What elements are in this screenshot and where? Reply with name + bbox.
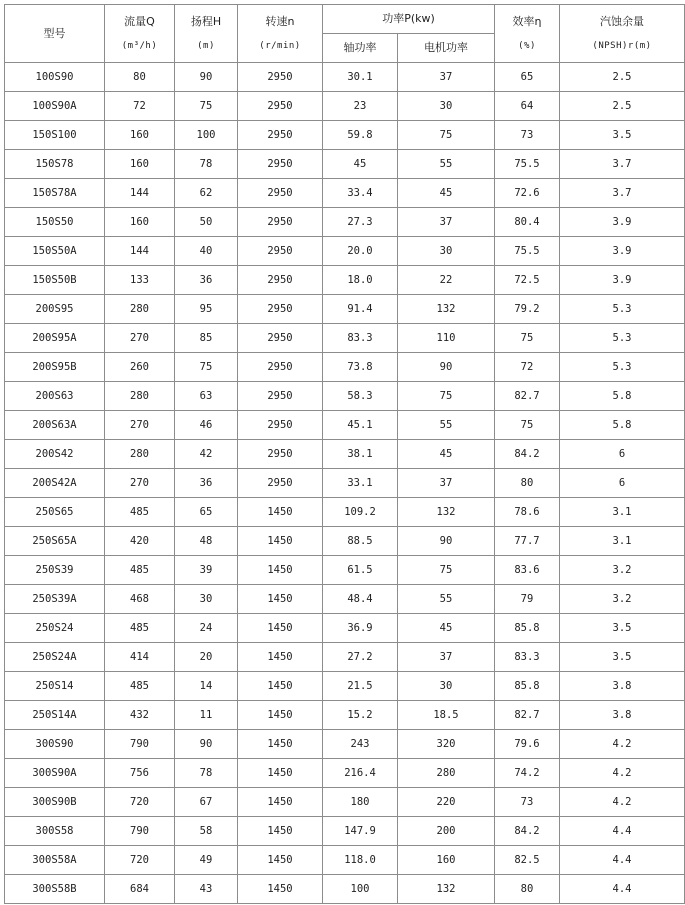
cell-flow: 280 (105, 295, 175, 324)
cell-flow: 720 (105, 788, 175, 817)
cell-efficiency: 82.7 (495, 701, 560, 730)
cell-flow: 160 (105, 121, 175, 150)
cell-head: 62 (175, 179, 238, 208)
cell-efficiency: 80.4 (495, 208, 560, 237)
cell-head: 40 (175, 237, 238, 266)
cell-npsh: 5.8 (560, 411, 685, 440)
cell-efficiency: 84.2 (495, 817, 560, 846)
cell-shaft-power: 20.0 (323, 237, 398, 266)
table-row (5, 556, 685, 585)
cell-head: 36 (175, 469, 238, 498)
cell-speed: 1450 (238, 730, 323, 759)
cell-flow: 414 (105, 643, 175, 672)
cell-model: 250S39A (5, 585, 105, 614)
cell-model: 250S65A (5, 527, 105, 556)
cell-shaft-power: 18.0 (323, 266, 398, 295)
cell-shaft-power: 88.5 (323, 527, 398, 556)
cell-speed: 2950 (238, 121, 323, 150)
cell-head: 39 (175, 556, 238, 585)
cell-shaft-power: 216.4 (323, 759, 398, 788)
cell-shaft-power: 91.4 (323, 295, 398, 324)
header-flow: 流量Q (m³/h) (105, 5, 175, 63)
cell-speed: 1450 (238, 788, 323, 817)
cell-npsh: 4.4 (560, 817, 685, 846)
cell-efficiency: 82.5 (495, 846, 560, 875)
cell-flow: 790 (105, 817, 175, 846)
table-row (5, 469, 685, 498)
cell-head: 63 (175, 382, 238, 411)
cell-efficiency: 80 (495, 875, 560, 904)
cell-efficiency: 75 (495, 324, 560, 353)
cell-shaft-power: 58.3 (323, 382, 398, 411)
cell-head: 11 (175, 701, 238, 730)
cell-motor-power: 22 (398, 266, 495, 295)
cell-head: 43 (175, 875, 238, 904)
cell-speed: 2950 (238, 324, 323, 353)
table-row (5, 179, 685, 208)
cell-head: 65 (175, 498, 238, 527)
table-row (5, 382, 685, 411)
cell-flow: 756 (105, 759, 175, 788)
cell-head: 75 (175, 353, 238, 382)
cell-head: 67 (175, 788, 238, 817)
cell-motor-power: 37 (398, 643, 495, 672)
cell-model: 100S90 (5, 63, 105, 92)
cell-flow: 80 (105, 63, 175, 92)
cell-flow: 160 (105, 208, 175, 237)
cell-efficiency: 75.5 (495, 237, 560, 266)
cell-head: 50 (175, 208, 238, 237)
cell-model: 200S42A (5, 469, 105, 498)
cell-npsh: 4.2 (560, 788, 685, 817)
cell-shaft-power: 38.1 (323, 440, 398, 469)
cell-npsh: 3.9 (560, 208, 685, 237)
cell-shaft-power: 48.4 (323, 585, 398, 614)
cell-motor-power: 55 (398, 411, 495, 440)
table-row (5, 121, 685, 150)
cell-npsh: 3.8 (560, 672, 685, 701)
table-row (5, 63, 685, 92)
cell-model: 300S90B (5, 788, 105, 817)
cell-flow: 160 (105, 150, 175, 179)
cell-motor-power: 30 (398, 672, 495, 701)
cell-motor-power: 55 (398, 585, 495, 614)
cell-speed: 1450 (238, 701, 323, 730)
cell-motor-power: 90 (398, 527, 495, 556)
cell-efficiency: 77.7 (495, 527, 560, 556)
cell-head: 78 (175, 150, 238, 179)
cell-model: 200S42 (5, 440, 105, 469)
header-speed-unit: (r/min) (259, 40, 301, 51)
cell-motor-power: 55 (398, 150, 495, 179)
cell-efficiency: 73 (495, 121, 560, 150)
cell-model: 200S95 (5, 295, 105, 324)
cell-model: 200S63 (5, 382, 105, 411)
cell-model: 150S50B (5, 266, 105, 295)
header-flow-unit: (m³/h) (121, 40, 158, 51)
cell-shaft-power: 33.1 (323, 469, 398, 498)
cell-motor-power: 220 (398, 788, 495, 817)
cell-efficiency: 73 (495, 788, 560, 817)
cell-npsh: 3.9 (560, 237, 685, 266)
table-row (5, 150, 685, 179)
cell-shaft-power: 109.2 (323, 498, 398, 527)
cell-npsh: 2.5 (560, 63, 685, 92)
cell-head: 85 (175, 324, 238, 353)
pump-spec-sheet (4, 4, 685, 904)
cell-npsh: 3.8 (560, 701, 685, 730)
cell-model: 300S90A (5, 759, 105, 788)
cell-speed: 2950 (238, 92, 323, 121)
cell-npsh: 3.5 (560, 121, 685, 150)
cell-motor-power: 30 (398, 92, 495, 121)
header-speed: 转速n (r/min) (238, 5, 323, 63)
cell-efficiency: 78.6 (495, 498, 560, 527)
cell-npsh: 2.5 (560, 92, 685, 121)
cell-shaft-power: 27.3 (323, 208, 398, 237)
table-row (5, 295, 685, 324)
cell-head: 24 (175, 614, 238, 643)
cell-speed: 1450 (238, 672, 323, 701)
cell-shaft-power: 45.1 (323, 411, 398, 440)
cell-head: 75 (175, 92, 238, 121)
cell-model: 300S58 (5, 817, 105, 846)
cell-speed: 1450 (238, 585, 323, 614)
cell-npsh: 3.9 (560, 266, 685, 295)
cell-model: 150S78A (5, 179, 105, 208)
cell-motor-power: 45 (398, 440, 495, 469)
cell-npsh: 6 (560, 469, 685, 498)
cell-flow: 270 (105, 411, 175, 440)
cell-flow: 133 (105, 266, 175, 295)
cell-efficiency: 79.2 (495, 295, 560, 324)
cell-efficiency: 79 (495, 585, 560, 614)
cell-npsh: 6 (560, 440, 685, 469)
header-efficiency-unit: (%) (518, 40, 536, 51)
cell-shaft-power: 243 (323, 730, 398, 759)
cell-head: 95 (175, 295, 238, 324)
cell-npsh: 4.2 (560, 730, 685, 759)
cell-speed: 2950 (238, 382, 323, 411)
cell-model: 200S63A (5, 411, 105, 440)
cell-efficiency: 72.5 (495, 266, 560, 295)
cell-flow: 720 (105, 846, 175, 875)
cell-speed: 2950 (238, 237, 323, 266)
cell-model: 250S24A (5, 643, 105, 672)
cell-head: 58 (175, 817, 238, 846)
cell-efficiency: 82.7 (495, 382, 560, 411)
cell-motor-power: 75 (398, 121, 495, 150)
cell-flow: 144 (105, 179, 175, 208)
cell-flow: 684 (105, 875, 175, 904)
cell-shaft-power: 83.3 (323, 324, 398, 353)
cell-speed: 1450 (238, 875, 323, 904)
cell-motor-power: 160 (398, 846, 495, 875)
cell-motor-power: 37 (398, 469, 495, 498)
cell-shaft-power: 180 (323, 788, 398, 817)
cell-efficiency: 65 (495, 63, 560, 92)
cell-shaft-power: 147.9 (323, 817, 398, 846)
cell-efficiency: 75 (495, 411, 560, 440)
cell-efficiency: 85.8 (495, 614, 560, 643)
cell-model: 150S100 (5, 121, 105, 150)
table-row (5, 411, 685, 440)
cell-efficiency: 84.2 (495, 440, 560, 469)
cell-speed: 2950 (238, 208, 323, 237)
cell-motor-power: 75 (398, 556, 495, 585)
cell-efficiency: 75.5 (495, 150, 560, 179)
cell-model: 300S90 (5, 730, 105, 759)
cell-model: 200S95B (5, 353, 105, 382)
cell-flow: 485 (105, 556, 175, 585)
table-row (5, 585, 685, 614)
cell-shaft-power: 36.9 (323, 614, 398, 643)
table-row (5, 875, 685, 904)
table-row (5, 788, 685, 817)
table-row (5, 237, 685, 266)
cell-model: 300S58B (5, 875, 105, 904)
cell-npsh: 5.8 (560, 382, 685, 411)
header-efficiency: 效率η (%) (495, 5, 560, 63)
cell-efficiency: 72 (495, 353, 560, 382)
cell-model: 300S58A (5, 846, 105, 875)
table-row (5, 846, 685, 875)
cell-flow: 270 (105, 324, 175, 353)
table-row (5, 701, 685, 730)
cell-flow: 280 (105, 382, 175, 411)
cell-npsh: 3.5 (560, 614, 685, 643)
cell-speed: 1450 (238, 556, 323, 585)
table-row (5, 353, 685, 382)
cell-npsh: 3.5 (560, 643, 685, 672)
cell-shaft-power: 30.1 (323, 63, 398, 92)
cell-speed: 1450 (238, 846, 323, 875)
cell-speed: 1450 (238, 817, 323, 846)
cell-speed: 1450 (238, 643, 323, 672)
table-body (5, 63, 685, 904)
cell-speed: 1450 (238, 498, 323, 527)
table-row (5, 672, 685, 701)
cell-motor-power: 320 (398, 730, 495, 759)
table-row (5, 208, 685, 237)
header-npsh-unit: (NPSH)r(m) (592, 40, 652, 51)
header-shaft-power: 轴功率 (323, 34, 398, 63)
cell-flow: 270 (105, 469, 175, 498)
cell-speed: 1450 (238, 614, 323, 643)
cell-motor-power: 75 (398, 382, 495, 411)
cell-shaft-power: 59.8 (323, 121, 398, 150)
cell-npsh: 3.7 (560, 179, 685, 208)
cell-flow: 144 (105, 237, 175, 266)
table-row (5, 527, 685, 556)
cell-efficiency: 85.8 (495, 672, 560, 701)
table-row (5, 730, 685, 759)
cell-shaft-power: 118.0 (323, 846, 398, 875)
cell-model: 100S90A (5, 92, 105, 121)
cell-flow: 468 (105, 585, 175, 614)
cell-model: 150S78 (5, 150, 105, 179)
cell-npsh: 3.2 (560, 585, 685, 614)
cell-flow: 790 (105, 730, 175, 759)
cell-head: 100 (175, 121, 238, 150)
cell-motor-power: 90 (398, 353, 495, 382)
header-power: 功率P(kw) (323, 5, 495, 34)
pump-spec-table (4, 4, 685, 904)
cell-head: 90 (175, 730, 238, 759)
cell-motor-power: 37 (398, 208, 495, 237)
cell-shaft-power: 73.8 (323, 353, 398, 382)
cell-head: 20 (175, 643, 238, 672)
cell-head: 36 (175, 266, 238, 295)
cell-flow: 485 (105, 672, 175, 701)
table-row (5, 643, 685, 672)
cell-motor-power: 45 (398, 179, 495, 208)
cell-flow: 280 (105, 440, 175, 469)
cell-motor-power: 30 (398, 237, 495, 266)
cell-flow: 420 (105, 527, 175, 556)
cell-npsh: 3.1 (560, 527, 685, 556)
cell-npsh: 5.3 (560, 353, 685, 382)
header-head: 扬程H (m) (175, 5, 238, 63)
table-row (5, 817, 685, 846)
cell-model: 150S50A (5, 237, 105, 266)
header-model: 型号 (5, 5, 105, 63)
cell-head: 42 (175, 440, 238, 469)
cell-shaft-power: 15.2 (323, 701, 398, 730)
cell-flow: 485 (105, 614, 175, 643)
table-row (5, 498, 685, 527)
header-head-unit: (m) (197, 40, 215, 51)
header-npsh: 汽蚀余量 (NPSH)r(m) (560, 5, 685, 63)
cell-npsh: 3.2 (560, 556, 685, 585)
cell-efficiency: 83.6 (495, 556, 560, 585)
cell-model: 200S95A (5, 324, 105, 353)
cell-speed: 2950 (238, 440, 323, 469)
cell-speed: 2950 (238, 295, 323, 324)
cell-head: 78 (175, 759, 238, 788)
cell-flow: 485 (105, 498, 175, 527)
cell-speed: 2950 (238, 179, 323, 208)
cell-motor-power: 18.5 (398, 701, 495, 730)
cell-npsh: 5.3 (560, 324, 685, 353)
cell-model: 250S65 (5, 498, 105, 527)
cell-npsh: 5.3 (560, 295, 685, 324)
cell-motor-power: 132 (398, 498, 495, 527)
cell-shaft-power: 27.2 (323, 643, 398, 672)
cell-model: 250S24 (5, 614, 105, 643)
cell-npsh: 4.4 (560, 846, 685, 875)
cell-motor-power: 280 (398, 759, 495, 788)
cell-head: 49 (175, 846, 238, 875)
cell-motor-power: 200 (398, 817, 495, 846)
cell-head: 48 (175, 527, 238, 556)
cell-motor-power: 132 (398, 295, 495, 324)
cell-shaft-power: 100 (323, 875, 398, 904)
cell-speed: 2950 (238, 150, 323, 179)
cell-head: 30 (175, 585, 238, 614)
cell-npsh: 3.7 (560, 150, 685, 179)
cell-shaft-power: 61.5 (323, 556, 398, 585)
cell-npsh: 3.1 (560, 498, 685, 527)
cell-speed: 2950 (238, 469, 323, 498)
cell-model: 150S50 (5, 208, 105, 237)
table-row (5, 440, 685, 469)
cell-speed: 2950 (238, 353, 323, 382)
table-row (5, 324, 685, 353)
cell-efficiency: 79.6 (495, 730, 560, 759)
cell-speed: 2950 (238, 266, 323, 295)
cell-flow: 432 (105, 701, 175, 730)
cell-head: 46 (175, 411, 238, 440)
cell-motor-power: 110 (398, 324, 495, 353)
cell-shaft-power: 45 (323, 150, 398, 179)
cell-speed: 1450 (238, 759, 323, 788)
table-row (5, 614, 685, 643)
cell-efficiency: 83.3 (495, 643, 560, 672)
cell-head: 14 (175, 672, 238, 701)
table-row (5, 92, 685, 121)
cell-motor-power: 37 (398, 63, 495, 92)
cell-motor-power: 45 (398, 614, 495, 643)
cell-speed: 2950 (238, 411, 323, 440)
table-header (5, 5, 685, 63)
cell-efficiency: 80 (495, 469, 560, 498)
cell-flow: 72 (105, 92, 175, 121)
cell-efficiency: 64 (495, 92, 560, 121)
cell-efficiency: 72.6 (495, 179, 560, 208)
cell-model: 250S14A (5, 701, 105, 730)
cell-shaft-power: 21.5 (323, 672, 398, 701)
cell-motor-power: 132 (398, 875, 495, 904)
cell-shaft-power: 23 (323, 92, 398, 121)
cell-speed: 2950 (238, 63, 323, 92)
cell-flow: 260 (105, 353, 175, 382)
cell-model: 250S14 (5, 672, 105, 701)
header-motor-power: 电机功率 (398, 34, 495, 63)
table-row (5, 759, 685, 788)
cell-npsh: 4.4 (560, 875, 685, 904)
table-row (5, 266, 685, 295)
cell-speed: 1450 (238, 527, 323, 556)
cell-shaft-power: 33.4 (323, 179, 398, 208)
cell-model: 250S39 (5, 556, 105, 585)
cell-npsh: 4.2 (560, 759, 685, 788)
cell-efficiency: 74.2 (495, 759, 560, 788)
cell-head: 90 (175, 63, 238, 92)
